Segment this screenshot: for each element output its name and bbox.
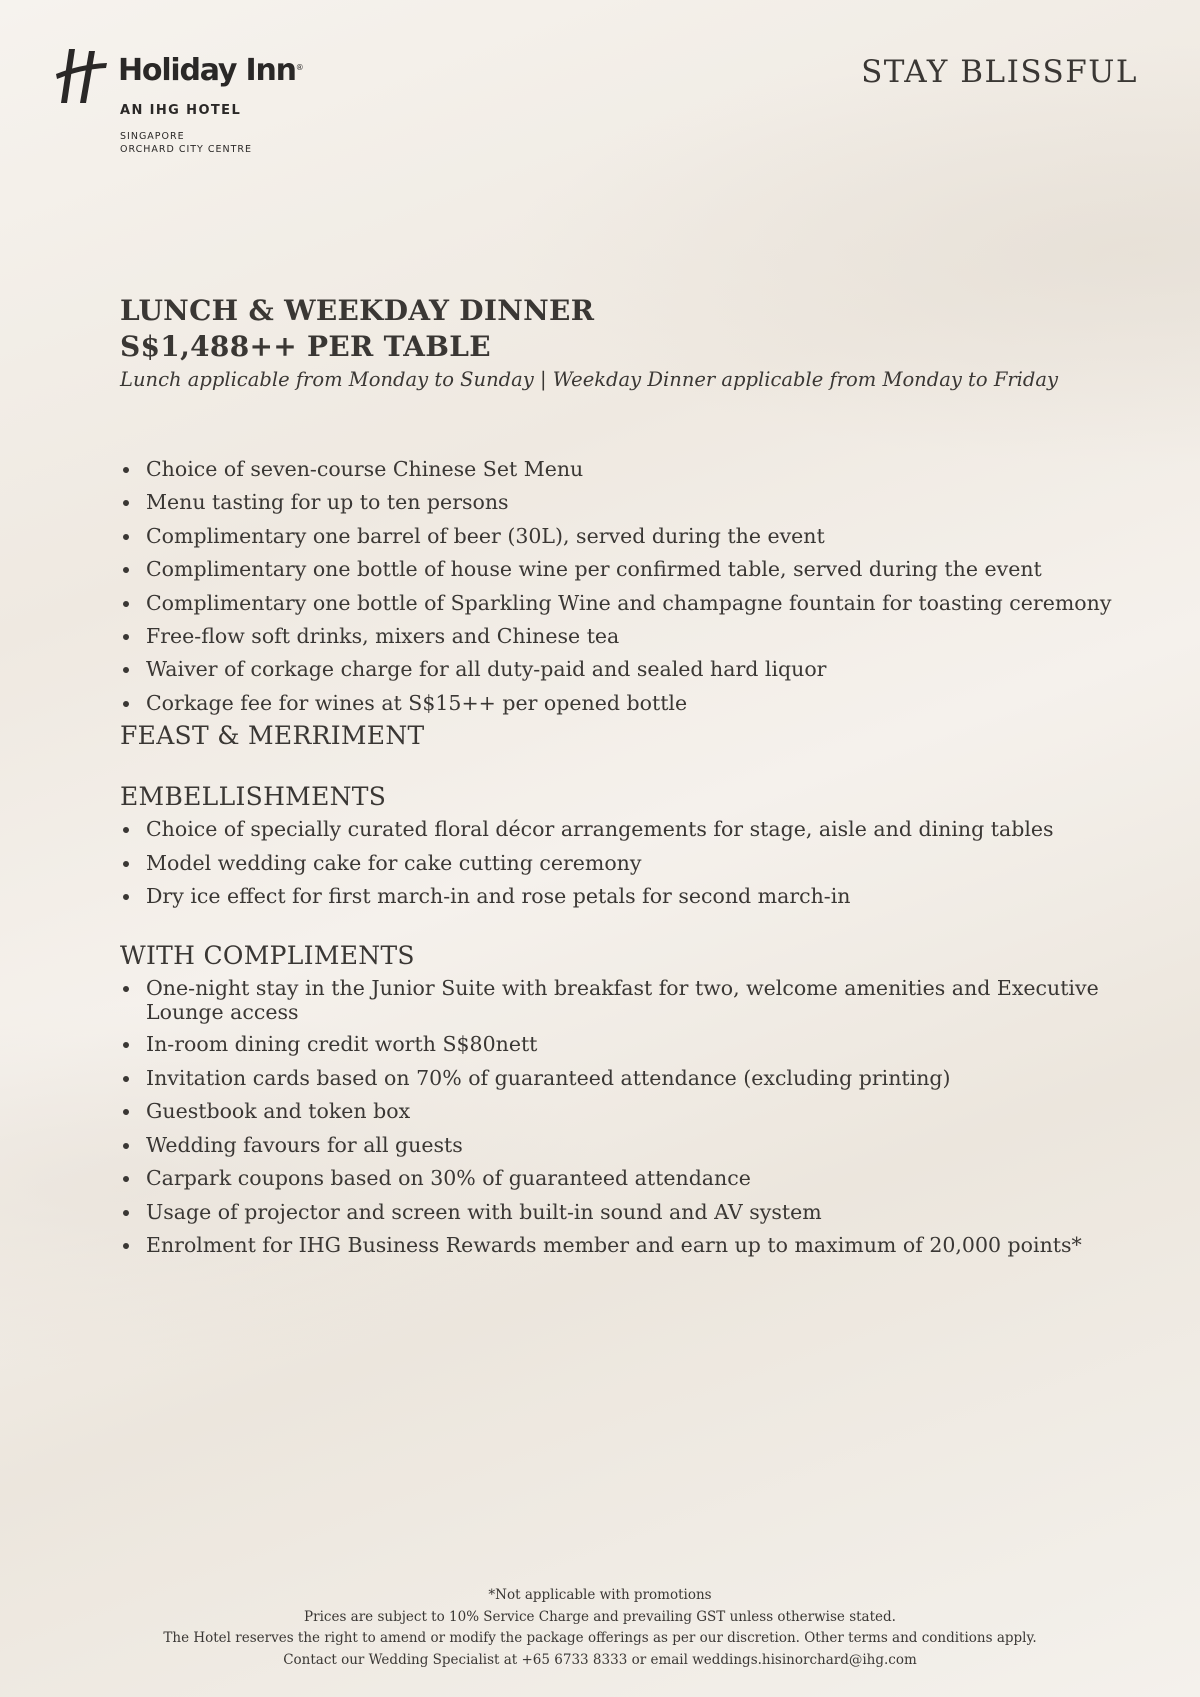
footer-contact: Contact our Wedding Specialist at +65 6733 8333 or email weddings.hisinorchard@ihg.com — [283, 1651, 917, 1668]
list-item: One-night stay in the Junior Suite with breakfast for two, welcome amenities and Executive Lounge access — [120, 972, 1120, 1028]
package-price: S$1,488++ PER TABLE — [120, 330, 491, 363]
list-item: Free-flow soft drinks, mixers and Chinese tea — [120, 620, 1120, 653]
holiday-inn-logo — [55, 45, 315, 160]
list-item: Invitation cards based on 70% of guaranteed attendance (excluding printing) — [120, 1062, 1120, 1095]
list-item: Dry ice effect for first march-in and rose petals for second march-in — [120, 880, 1120, 913]
section-heading-compliments: WITH COMPLIMENTS — [120, 941, 415, 971]
logo-location-city: SINGAPORE — [120, 131, 185, 142]
list-item: Model wedding cake for cake cutting ceremony — [120, 847, 1120, 880]
list-item: Menu tasting for up to ten persons — [120, 486, 1120, 519]
embellishments-list — [120, 813, 1120, 913]
list-item: Usage of projector and screen with built-in sound and AV system — [120, 1196, 1120, 1229]
list-item: Complimentary one bottle of Sparkling Wine and champagne fountain for toasting ceremony — [120, 587, 1120, 620]
list-item: Wedding favours for all guests — [120, 1129, 1120, 1162]
footer-promotion-note: *Not applicable with promotions — [488, 1587, 712, 1603]
list-item: Carpark coupons based on 30% of guaranteed attendance — [120, 1162, 1120, 1195]
page-footer — [0, 1585, 1200, 1671]
package-title: LUNCH & WEEKDAY DINNER — [120, 294, 595, 327]
section-heading-embellishments: EMBELLISHMENTS — [120, 782, 387, 812]
features-list — [120, 453, 1120, 720]
logo-subtitle: AN IHG HOTEL — [120, 103, 242, 118]
list-item: Complimentary one bottle of house wine per confirmed table, served during the event — [120, 553, 1120, 586]
tagline: STAY BLISSFUL — [861, 54, 1138, 90]
footer-pricing-note: Prices are subject to 10% Service Charge and prevailing GST unless otherwise stated. — [304, 1608, 896, 1625]
list-item: In-room dining credit worth S$80nett — [120, 1028, 1120, 1061]
logo-wordmark: Holiday Inn® — [118, 53, 304, 88]
footer-terms-note: The Hotel reserves the right to amend or modify the package offerings as per our discretion. Other terms and conditions apply. — [163, 1630, 1037, 1646]
package-subtitle: Lunch applicable from Monday to Sunday | Weekday Dinner applicable from Monday to Friday — [120, 368, 1059, 391]
list-item: Choice of seven-course Chinese Set Menu — [120, 453, 1120, 486]
page-header — [0, 0, 1200, 170]
holiday-inn-h-logo-icon — [55, 47, 109, 105]
list-item: Guestbook and token box — [120, 1095, 1120, 1128]
list-item: Waiver of corkage charge for all duty-paid and sealed hard liquor — [120, 653, 1120, 686]
logo-location-property: ORCHARD CITY CENTRE — [120, 144, 253, 155]
list-item: Enrolment for IHG Business Rewards member and earn up to maximum of 20,000 points* — [120, 1229, 1120, 1262]
list-item: Corkage fee for wines at S$15++ per opened bottle — [120, 687, 1120, 720]
list-item: Complimentary one barrel of beer (30L), served during the event — [120, 520, 1120, 553]
section-heading-feast: FEAST & MERRIMENT — [120, 721, 425, 751]
package-content — [120, 293, 1120, 1262]
compliments-list — [120, 972, 1120, 1262]
list-item: Choice of specially curated floral décor arrangements for stage, aisle and dining tables — [120, 813, 1120, 846]
